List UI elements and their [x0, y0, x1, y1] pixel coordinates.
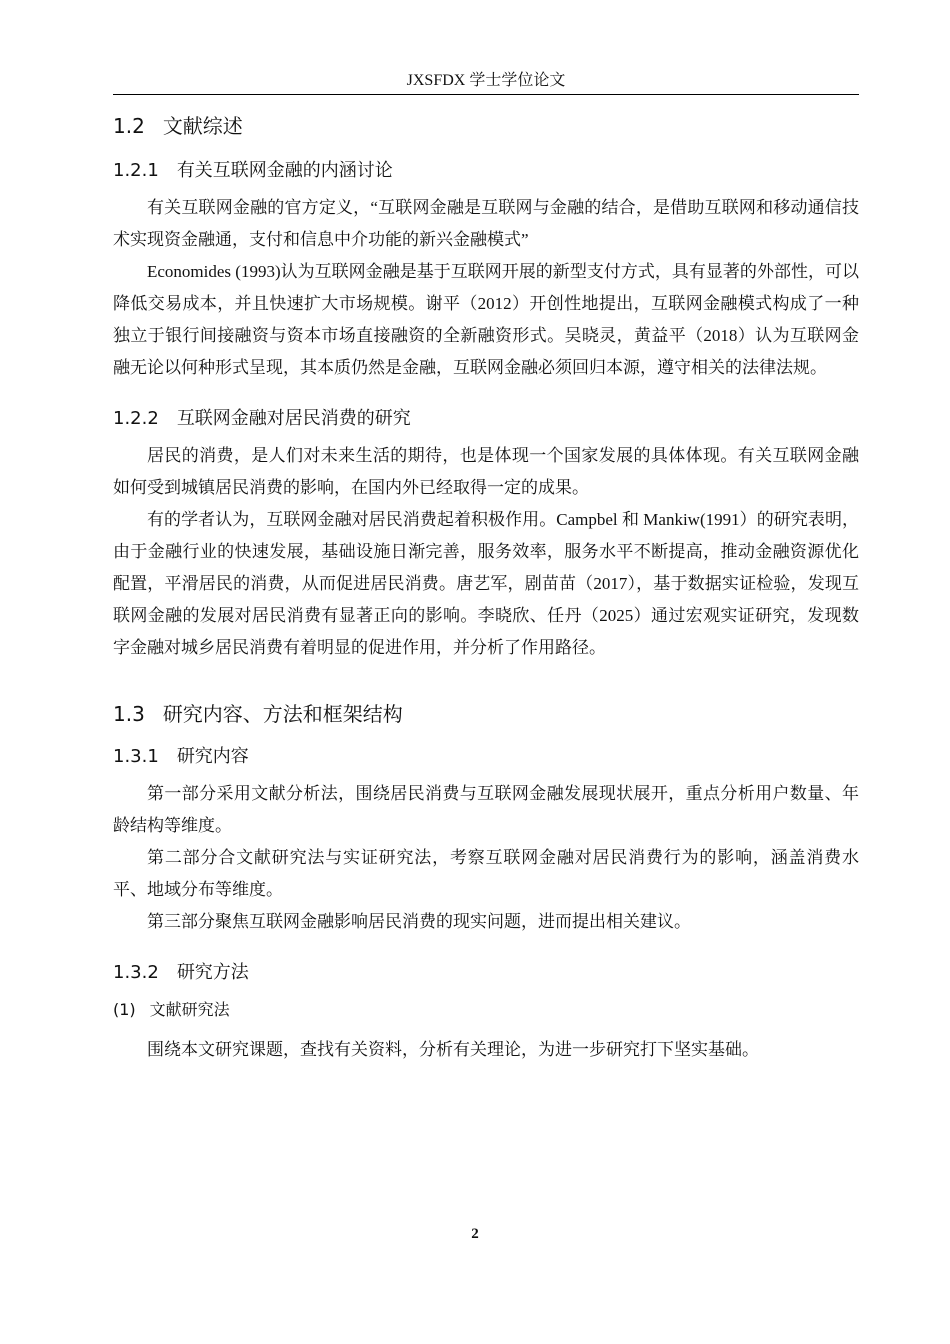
- paragraph: 居民的消费，是人们对未来生活的期待，也是体现一个国家发展的具体体现。有关互联网金融如何受到城镇居民消费的影响，在国内外已经取得一定的成果。: [113, 446, 859, 497]
- section-number: 1.3.1: [113, 746, 159, 767]
- paragraph: 第二部分合文献研究法与实证研究法，考察互联网金融对居民消费行为的影响，涵盖消费水平、地域分布等维度。: [113, 848, 859, 899]
- section-heading-1-2-2: [113, 406, 859, 432]
- subsection-title: 文献研究法: [149, 1000, 230, 1019]
- page-header: [113, 70, 859, 95]
- section-heading-1-2: [113, 112, 859, 140]
- paragraph: 第三部分聚焦互联网金融影响居民消费的现实问题，进而提出相关建议。: [147, 912, 691, 931]
- section-number: 1.3: [113, 702, 145, 726]
- section-title: 研究内容: [176, 746, 249, 767]
- section-heading-1-2-1: [113, 158, 859, 184]
- section-title: 研究方法: [176, 962, 249, 983]
- paragraph: 第一部分采用文献分析法，围绕居民消费与互联网金融发展现状展开，重点分析用户数量、年龄结构等维度。: [113, 784, 859, 835]
- section-heading-1-3-2: [113, 960, 859, 986]
- section-number: 1.3.2: [113, 962, 159, 983]
- section-title: 有关互联网金融的内涵讨论: [176, 160, 393, 181]
- section-title: 互联网金融对居民消费的研究: [176, 408, 411, 429]
- subsection-number: (1): [113, 1000, 136, 1019]
- section-number: 1.2.1: [113, 160, 159, 181]
- paragraph: 围绕本文研究课题，查找有关资料，分析有关理论，为进一步研究打下坚实基础。: [147, 1040, 759, 1059]
- page-number: 2: [471, 1226, 479, 1242]
- paragraph: 有的学者认为，互联网金融对居民消费起着积极作用。Campbel 和 Mankiw(1991）的研究表明，由于金融行业的快速发展，基础设施日渐完善，服务效率，服务水平不断提高，推动金融资源优化配置，平滑居民的消费，从而促进居民消费。唐艺军，剧苗苗（2017），基于数据实证检验，发现互联网金融的发展对居民消费有显著正向的影响。李晓欣、任丹（2025）通过宏观实证研究，发现数字金融对城乡居民消费有着明显的促进作用，并分析了作用路径。: [113, 510, 859, 657]
- paragraph: 有关互联网金融的官方定义，“互联网金融是互联网与金融的结合，是借助互联网和移动通信技术实现资金融通，支付和信息中介功能的新兴金融模式”: [113, 198, 859, 249]
- paragraph: Economides (1993)认为互联网金融是基于互联网开展的新型支付方式，具有显著的外部性，可以降低交易成本，并且快速扩大市场规模。谢平（2012）开创性地提出，互联网金融模式构成了一种独立于银行间接融资与资本市场直接融资的全新融资形式。吴晓灵，黄益平（2018）认为互联网金融无论以何种形式呈现，其本质仍然是金融，互联网金融必须回归本源，遵守相关的法律法规。: [113, 262, 859, 377]
- document-body: [113, 112, 859, 1066]
- section-title: 研究内容、方法和框架结构: [162, 702, 403, 726]
- header-title: JXSFDX 学士学位论文: [406, 72, 566, 89]
- section-heading-1-3: [113, 700, 859, 728]
- subsection-heading-1: [113, 998, 859, 1022]
- section-number: 1.2: [113, 114, 145, 138]
- section-number: 1.2.2: [113, 408, 159, 429]
- section-heading-1-3-1: [113, 744, 859, 770]
- section-title: 文献综述: [162, 114, 243, 138]
